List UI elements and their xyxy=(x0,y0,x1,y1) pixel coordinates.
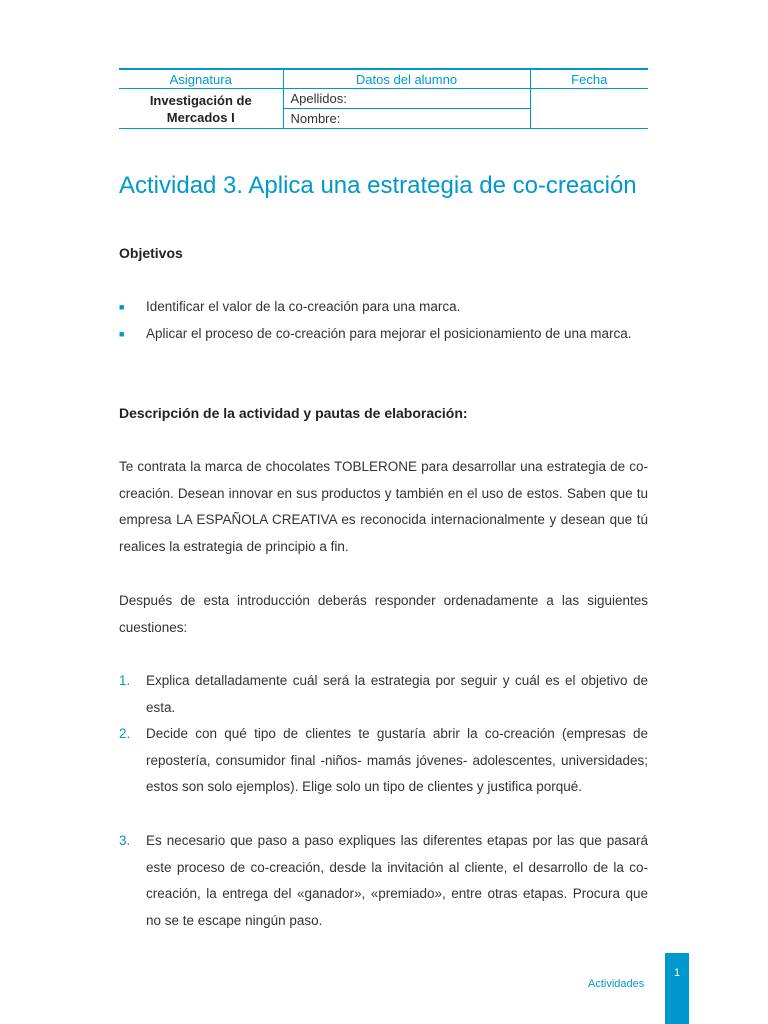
subject-line-1: Investigación de xyxy=(149,92,252,108)
student-column-header: Datos del alumno xyxy=(283,69,530,89)
question-number: 2. xyxy=(119,726,131,741)
objectives-heading: Objetivos xyxy=(119,245,183,261)
objective-text: Aplicar el proceso de co-creación para mejorar el posicionamiento de una marca. xyxy=(146,326,632,341)
question-item xyxy=(119,668,648,721)
question-item xyxy=(119,721,648,801)
question-number: 3. xyxy=(119,833,131,848)
question-text: Es necesario que paso a paso expliques las diferentes etapas por las que pasará este proceso de co-creación, desde la invitación al cliente, el desarrollo de la co-creación, la entrega del «ganador», «premiado», entre otras etapas. Procura que no se te escape ningún paso. xyxy=(146,833,648,928)
instructions-paragraph: Después de esta introducción deberás responder ordenadamente a las siguientes cuestiones: xyxy=(119,593,648,635)
date-field[interactable] xyxy=(530,89,648,129)
student-header-table xyxy=(119,68,648,129)
page-title: Actividad 3. Aplica una estrategia de co-creación xyxy=(119,172,637,199)
subject-line-2: Mercados I xyxy=(166,109,235,125)
question-text: Decide con qué tipo de clientes te gustaría abrir la co-creación (empresas de repostería, consumidor final -niños- mamás jóvenes- adolescentes, universidades; estos son solo ejemplos). Elige solo un tipo de clientes y justifica porqué. xyxy=(146,726,648,795)
objective-text: Identificar el valor de la co-creación para una marca. xyxy=(146,299,461,314)
description-paragraph: Te contrata la marca de chocolates TOBLERONE para desarrollar una estrategia de co-creación. Desean innovar en sus productos y también en el uso de estos. Saben que tu empresa LA ESPAÑOLA CREATIVA es reconocida internacionalmente y desean que tú realices la estrategia de principio a fin. xyxy=(119,459,648,554)
subject-name xyxy=(119,89,283,129)
question-item xyxy=(119,828,648,934)
objective-item xyxy=(119,294,648,321)
subject-column-header: Asignatura xyxy=(119,69,283,89)
name-field[interactable]: Nombre: xyxy=(283,109,530,129)
footer-section-label: Actividades xyxy=(588,978,645,990)
date-column-header: Fecha xyxy=(530,69,648,89)
description-heading: Descripción de la actividad y pautas de elaboración: xyxy=(119,405,468,421)
objective-item xyxy=(119,321,648,348)
bullet-icon: ■ xyxy=(119,329,125,339)
surname-field[interactable]: Apellidos: xyxy=(283,89,530,109)
page-number-tab xyxy=(665,953,689,1024)
question-text: Explica detalladamente cuál será la estrategia por seguir y cuál es el objetivo de esta. xyxy=(146,673,648,715)
bullet-icon: ■ xyxy=(119,302,125,312)
question-number: 1. xyxy=(119,673,131,688)
page-number: 1 xyxy=(673,967,681,979)
